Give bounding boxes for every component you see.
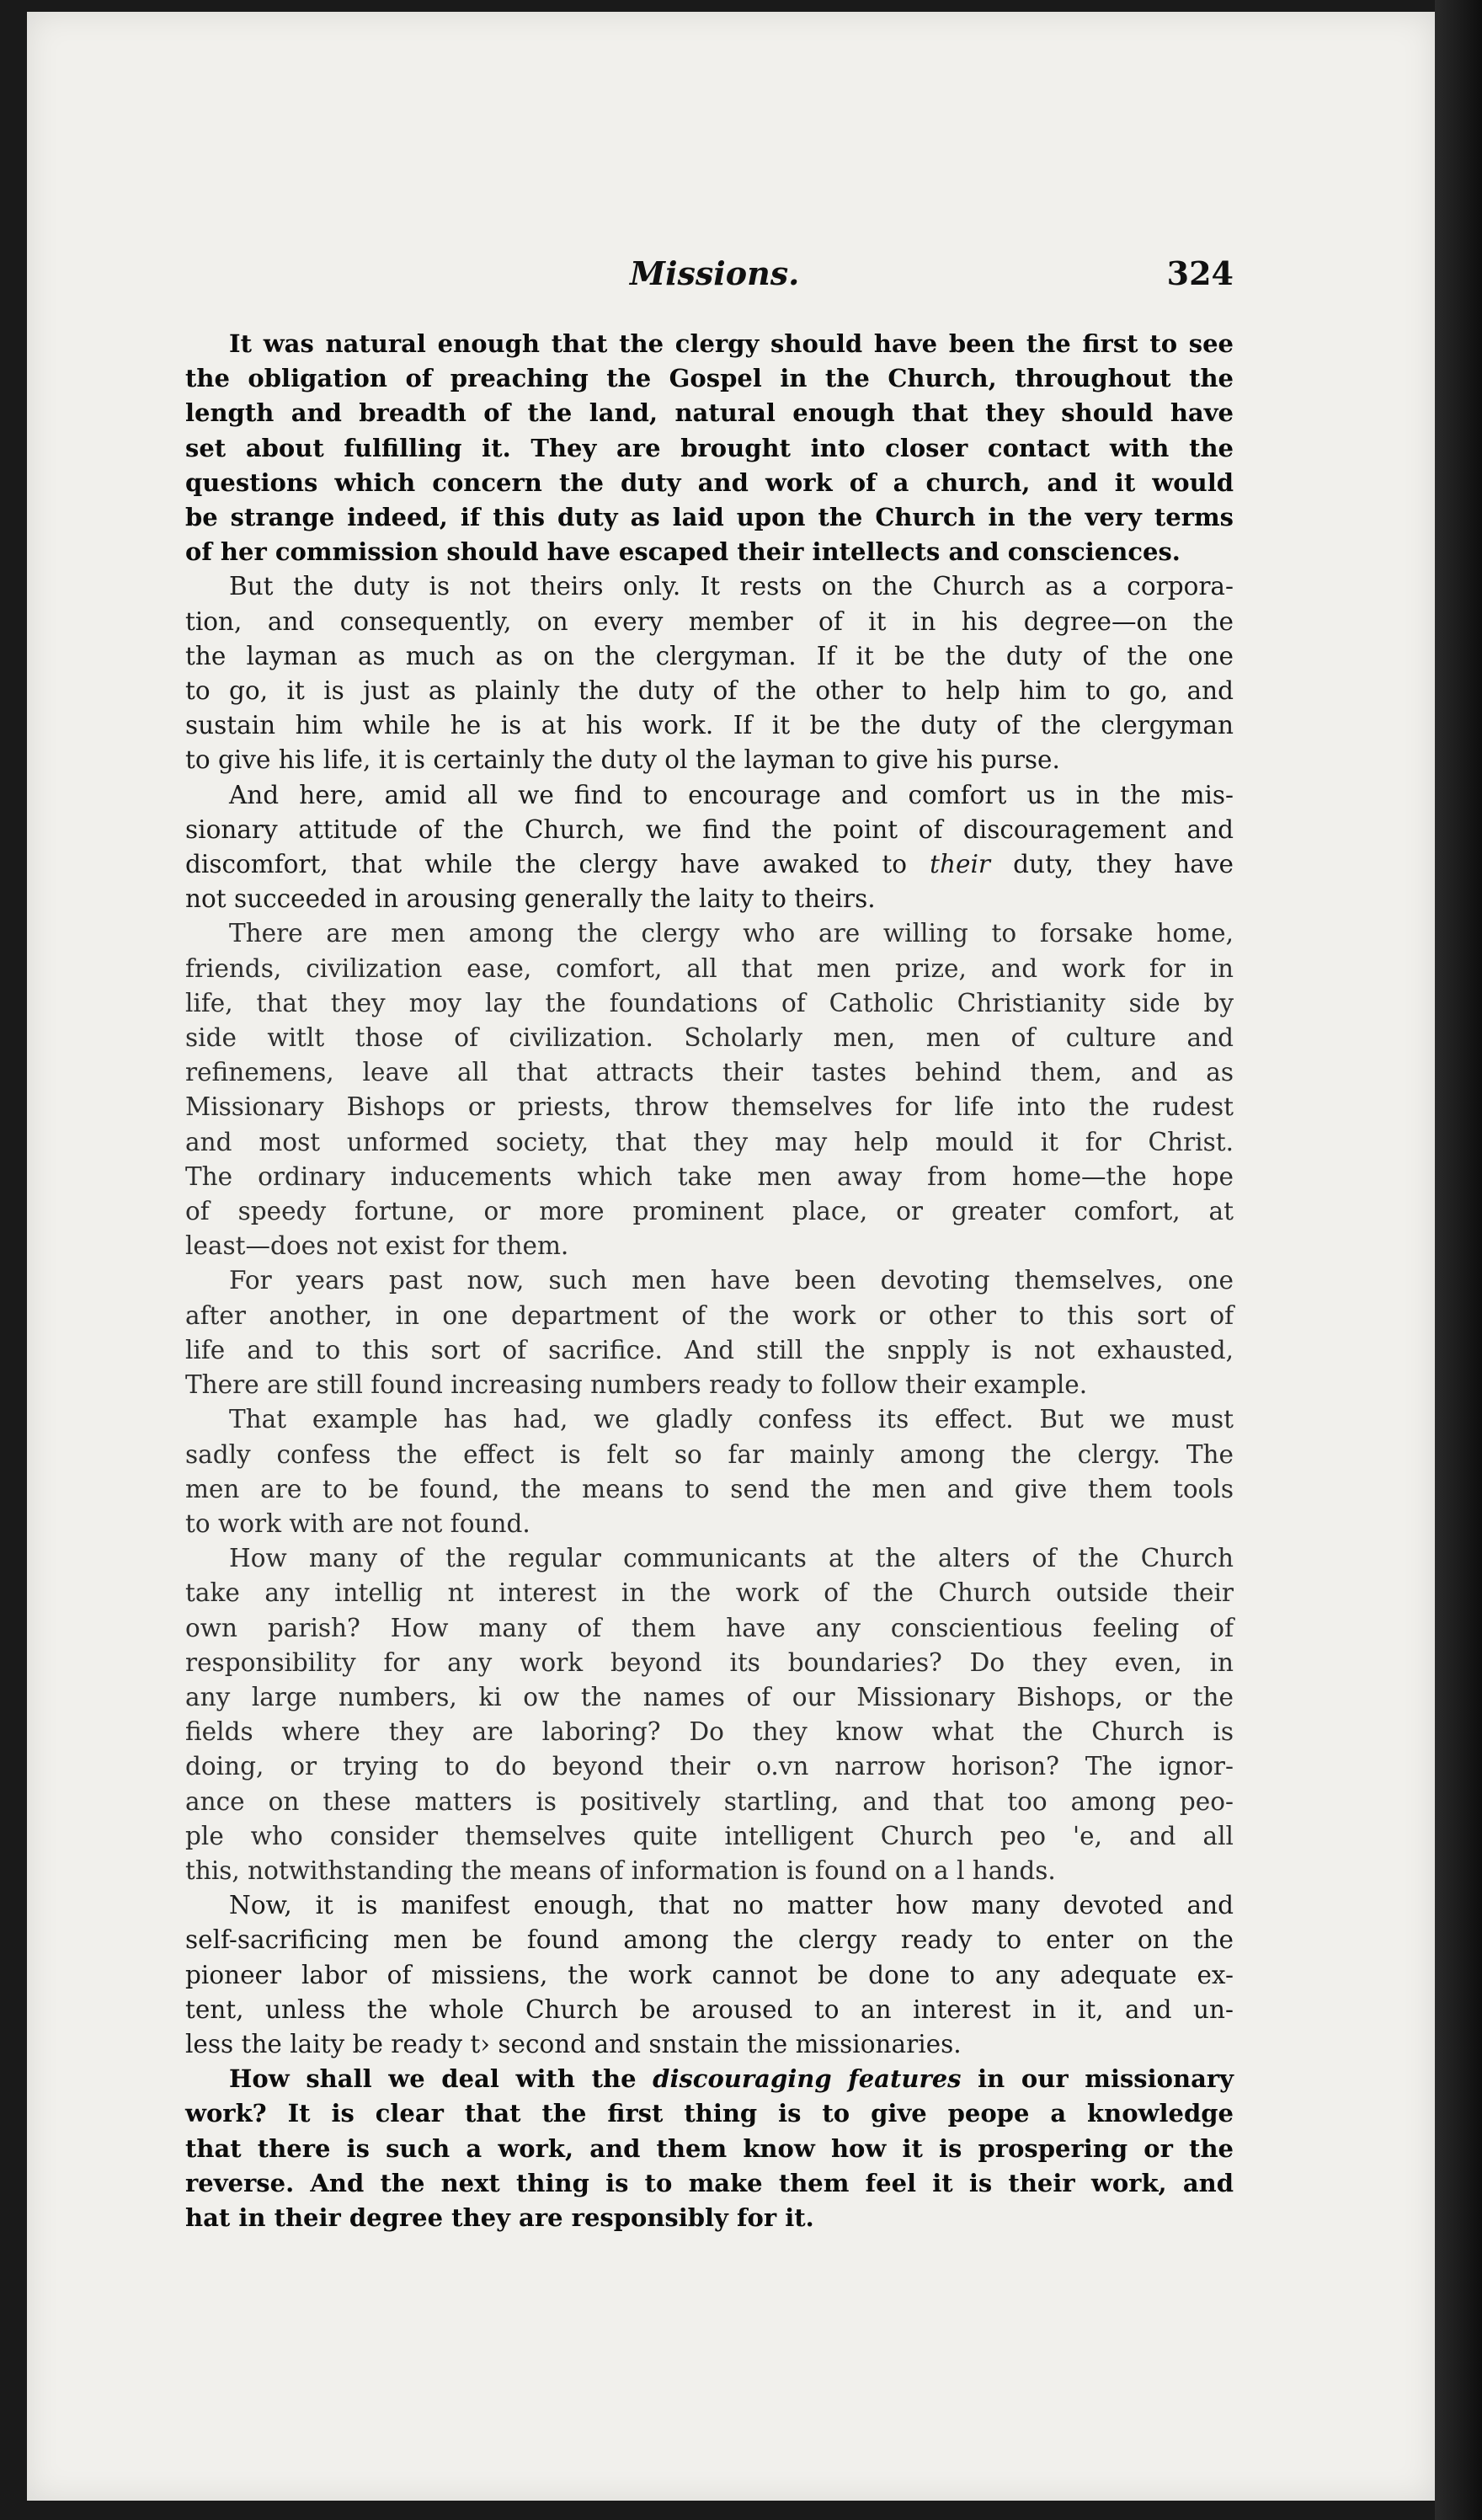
body-text bbox=[185, 327, 1234, 2235]
text-line: be strange indeed, if this duty as laid upon the Church in the very terms bbox=[185, 503, 1234, 532]
text-line: There are men among the clergy who are willing to forsake home, bbox=[229, 919, 1234, 948]
text-line: reverse. And the next thing is to make them feel it is their work, and bbox=[185, 2168, 1234, 2197]
text-line: tent, unless the whole Church be aroused to an interest in it, and un- bbox=[185, 1994, 1234, 2024]
text-line: work? It is clear that the first thing is to give peope a knowledge bbox=[185, 2099, 1234, 2128]
text-line: to go, it is just as plainly the duty of the other to help him to go, and bbox=[185, 676, 1234, 706]
paragraph-9 bbox=[185, 2062, 1234, 2235]
text-line: questions which concern the duty and work of a church, and it would bbox=[185, 467, 1234, 497]
text-line: refinemens, leave all that attracts their tastes behind them, and as bbox=[185, 1058, 1234, 1087]
text-line: set about fulfilling it. They are brought into closer contact with the bbox=[185, 433, 1234, 462]
text-line: own parish? How many of them have any conscientious feeling of bbox=[185, 1613, 1234, 1642]
text-line-with-emphasis: discomfort, that while the clergy have awaked to their duty, they have bbox=[185, 850, 1234, 879]
text-line: the obligation of preaching the Gospel in the Church, throughout the bbox=[185, 364, 1234, 393]
text-line: and most unformed society, that they may help mould it for Christ. bbox=[185, 1127, 1234, 1156]
text-line: The ordinary inducements which take men away from home—the hope bbox=[185, 1161, 1234, 1191]
text-line: of speedy fortune, or more prominent place, or greater comfort, at bbox=[185, 1197, 1234, 1226]
text-line: That example has had, we gladly confess its effect. But we must bbox=[229, 1405, 1234, 1434]
text-line: ple who consider themselves quite intelligent Church peo 'e, and all bbox=[185, 1821, 1234, 1850]
text-line: For years past now, such men have been devoting themselves, one bbox=[229, 1266, 1234, 1295]
text-line: pioneer labor of missiens, the work cannot be done to any adequate ex- bbox=[185, 1960, 1234, 1989]
text-line: of her commission should have escaped their intellects and consciences. bbox=[185, 537, 1181, 567]
paragraph-7 bbox=[185, 1541, 1234, 1888]
text-line: But the duty is not theirs only. It rests on the Church as a corpora- bbox=[229, 572, 1234, 601]
text-line: There are still found increasing numbers ready to follow their example. bbox=[185, 1370, 1088, 1400]
text-line: men are to be found, the means to send the men and give them tools bbox=[185, 1474, 1234, 1503]
text-line: fields where they are laboring? Do they know what the Church is bbox=[185, 1717, 1234, 1747]
paragraph-2 bbox=[185, 569, 1234, 777]
running-header bbox=[185, 254, 1234, 305]
text-line: responsibility for any work beyond its boundaries? Do they even, in bbox=[185, 1647, 1234, 1677]
text-line: less the laity be ready t› second and snstain the missionaries. bbox=[185, 2029, 962, 2058]
text-line: doing, or trying to do beyond their o.vn narrow horison? The ignor- bbox=[185, 1752, 1234, 1781]
paragraph-5 bbox=[185, 1263, 1234, 1402]
text-line: side witlt those of civilization. Scholarly men, men of culture and bbox=[185, 1023, 1234, 1053]
text-line: life, that they moy lay the foundations of Catholic Christianity side by bbox=[185, 988, 1234, 1017]
text-line: Now, it is manifest enough, that no matter how many devoted and bbox=[229, 1891, 1234, 1920]
text-line: this, notwithstanding the means of information is found on a l hands. bbox=[185, 1855, 1056, 1885]
text-line: take any intellig nt interest in the work of the Church outside their bbox=[185, 1578, 1234, 1608]
text-line: that there is such a work, and them know how it is prospering or the bbox=[185, 2133, 1234, 2163]
paragraph-1 bbox=[185, 327, 1234, 569]
paragraph-4 bbox=[185, 916, 1234, 1263]
text-line: to work with are not found. bbox=[185, 1508, 530, 1538]
text-line: to give his life, it is certainly the duty ol the layman to give his purse. bbox=[185, 745, 1060, 775]
text-line: hat in their degree they are responsibly for it. bbox=[185, 2202, 814, 2232]
page-number: 324 bbox=[1166, 254, 1234, 292]
text-line: ance on these matters is positively startling, and that too among peo- bbox=[185, 1786, 1234, 1816]
text-line: How many of the regular communicants at the alters of the Church bbox=[229, 1544, 1234, 1573]
scan-border bbox=[1435, 0, 1482, 2520]
text-line: And here, amid all we find to encourage and comfort us in the mis- bbox=[229, 780, 1234, 809]
text-line: sustain him while he is at his work. If it be the duty of the clergyman bbox=[185, 711, 1234, 740]
paragraph-3 bbox=[185, 778, 1234, 917]
text-line: length and breadth of the land, natural enough that they should have bbox=[185, 398, 1234, 428]
text-line-with-emphasis: How shall we deal with the discouraging features in our missionary bbox=[229, 2064, 1234, 2094]
text-line: self-sacrificing men be found among the clergy ready to enter on the bbox=[185, 1925, 1234, 1955]
text-line: after another, in one department of the work or other to this sort of bbox=[185, 1300, 1234, 1330]
text-line: It was natural enough that the clergy should have been the first to see bbox=[229, 329, 1234, 358]
paragraph-8 bbox=[185, 1888, 1234, 2062]
paragraph-6 bbox=[185, 1402, 1234, 1541]
emphasis: their bbox=[930, 850, 990, 879]
text-line: Missionary Bishops or priests, throw themselves for life into the rudest bbox=[185, 1092, 1234, 1122]
text-line: not succeeded in arousing generally the laity to theirs. bbox=[185, 884, 876, 914]
text-line: the layman as much as on the clergyman. If it be the duty of the one bbox=[185, 641, 1234, 670]
text-line: sadly confess the effect is felt so far mainly among the clergy. The bbox=[185, 1439, 1234, 1469]
text-line: any large numbers, ki ow the names of our Missionary Bishops, or the bbox=[185, 1682, 1234, 1711]
text-line: friends, civilization ease, comfort, all that men prize, and work for in bbox=[185, 953, 1234, 983]
emphasis: discouraging features bbox=[653, 2064, 962, 2094]
text-line: sionary attitude of the Church, we find the point of discouragement and bbox=[185, 814, 1234, 844]
running-title: Missions. bbox=[630, 254, 800, 292]
text-line: least—does not exist for them. bbox=[185, 1231, 569, 1261]
text-line: life and to this sort of sacrifice. And still the snpply is not exhausted, bbox=[185, 1335, 1234, 1364]
text-line: tion, and consequently, on every member of it in his degree—on the bbox=[185, 606, 1234, 636]
